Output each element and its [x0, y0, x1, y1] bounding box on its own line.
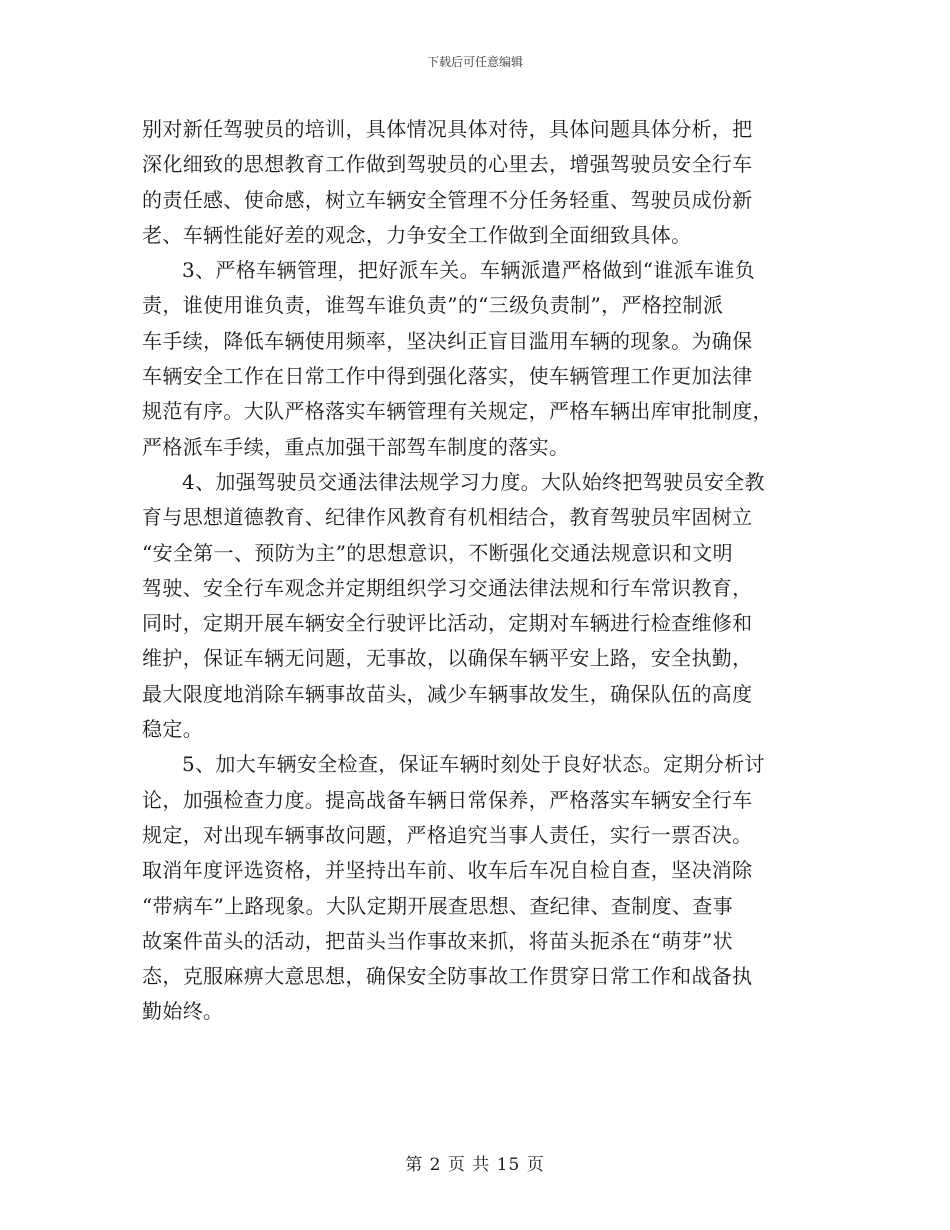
- text-line: 责，谁使用谁负责，谁驾车谁负责”的“三级负责制”，严格控制派: [142, 293, 724, 318]
- text-line: 规定，对出现车辆事故问题，严格追究当事人责任，实行一票否决。: [142, 822, 753, 847]
- text-line: “带病车”上路现象。大队定期开展查思想、查纪律、查制度、查事: [142, 893, 733, 918]
- text-line: 严格派车手续，重点加强干部驾车制度的落实。: [142, 434, 570, 459]
- text-line: 育与思想道德教育、纪律作风教育有机相结合，教育驾驶员牢固树立: [142, 505, 753, 530]
- text-line: 最大限度地消除车辆事故苗头，减少车辆事故发生，确保队伍的高度: [142, 681, 753, 706]
- text-line: 故案件苗头的活动，把苗头当作事故来抓，将苗头扼杀在“萌芽”状: [142, 928, 733, 953]
- text-line: 维护，保证车辆无问题，无事故，以确保车辆平安上路，安全执勤，: [142, 646, 753, 671]
- text-line: 态，克服麻痹大意思想，确保安全防事故工作贯穿日常工作和战备执: [142, 964, 753, 989]
- text-line: 的责任感、使命感，树立车辆安全管理不分任务轻重、驾驶员成份新: [142, 187, 753, 212]
- paragraph-4-start: 4、加强驾驶员交通法律法规学习力度。大队始终把驾驶员安全教: [182, 469, 765, 494]
- text-line: 深化细致的思想教育工作做到驾驶员的心里去，增强驾驶员安全行车: [142, 152, 753, 177]
- text-line: 别对新任驾驶员的培训，具体情况具体对待，具体问题具体分析，把: [142, 117, 753, 141]
- text-line: 论，加强检查力度。提高战备车辆日常保养，严格落实车辆安全行车: [142, 787, 753, 812]
- text-line: 车辆安全工作在日常工作中得到强化落实，使车辆管理工作更加法律: [142, 364, 753, 389]
- text-line: 同时，定期开展车辆安全行驶评比活动，定期对车辆进行检查维修和: [142, 611, 753, 636]
- text-line: “安全第一、预防为主”的思想意识，不断强化交通法规意识和文明: [142, 540, 733, 565]
- page-number-footer: 第 2 页 共 15 页: [405, 1155, 545, 1175]
- text-line: 车手续，降低车辆使用频率，坚决纠正盲目滥用车辆的现象。为确保: [142, 328, 753, 353]
- text-line: 稳定。: [142, 717, 204, 742]
- text-line: 规范有序。大队严格落实车辆管理有关规定，严格车辆出库审批制度，: [142, 399, 773, 424]
- text-line: 取消年度评选资格，并坚持出车前、收车后车况自检自查，坚决消除: [142, 858, 753, 883]
- text-line: 老、车辆性能好差的观念，力争安全工作做到全面细致具体。: [142, 222, 692, 247]
- paragraph-3-start: 3、严格车辆管理，把好派车关。车辆派遣严格做到“谁派车谁负: [182, 258, 756, 283]
- text-line: 驾驶、安全行车观念并定期组织学习交通法律法规和行车常识教育，: [142, 575, 753, 600]
- document-body: [142, 112, 812, 1030]
- text-line: 勤始终。: [142, 999, 224, 1024]
- paragraph-5-start: 5、加大车辆安全检查，保证车辆时刻处于良好状态。定期分析讨: [182, 752, 765, 777]
- page-header: 下载后可任意编辑: [426, 55, 523, 69]
